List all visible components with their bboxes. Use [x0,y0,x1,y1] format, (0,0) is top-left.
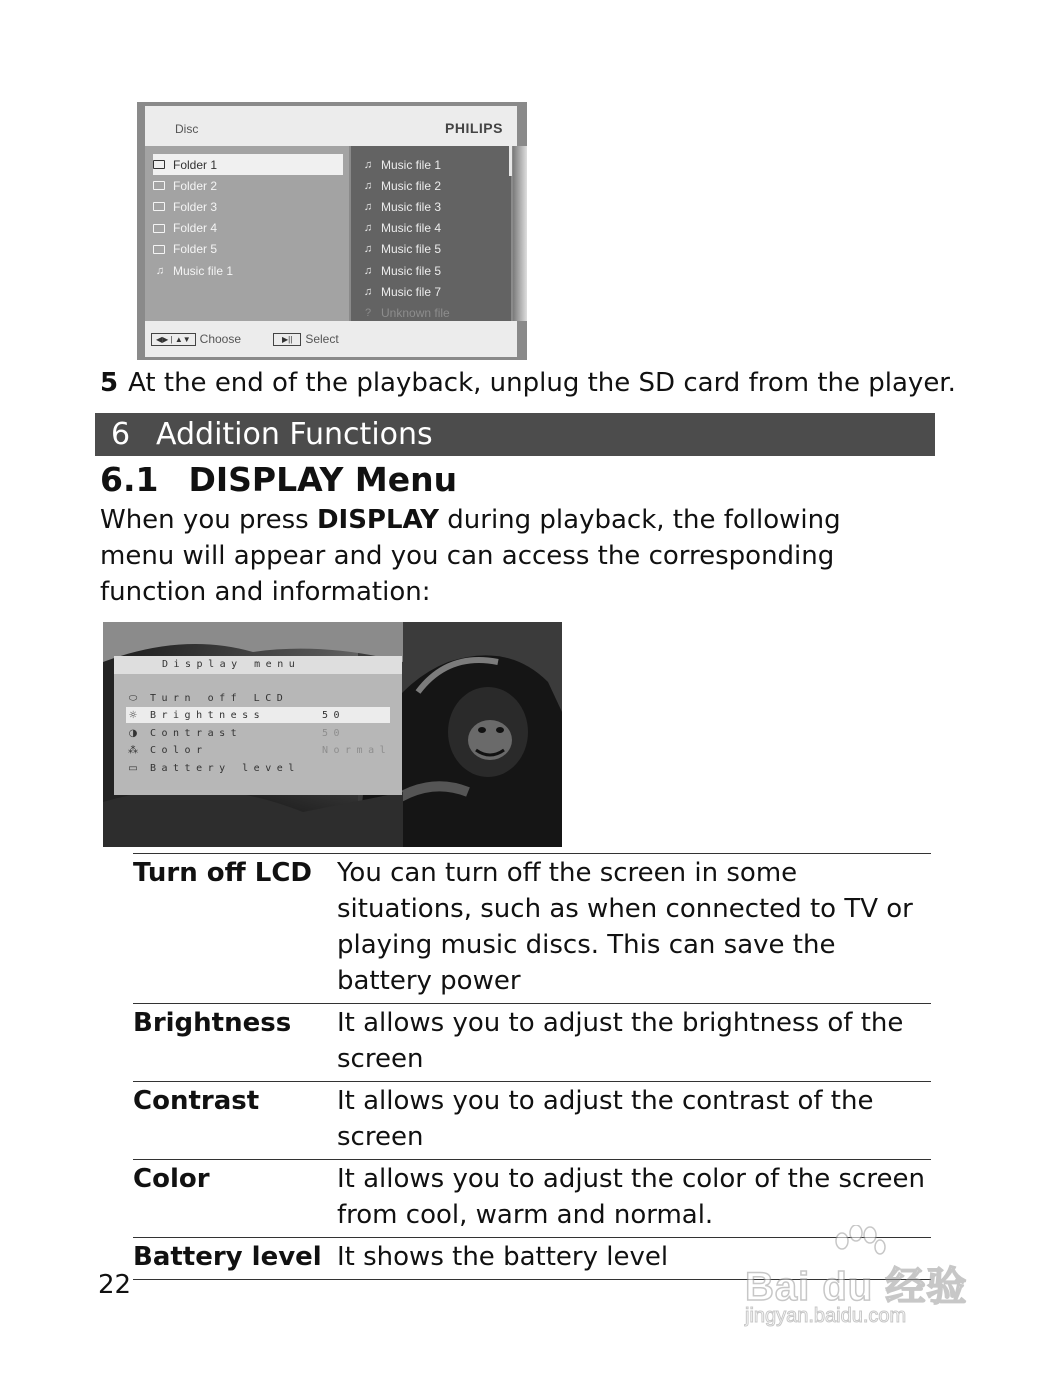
music-note-icon: ♫ [363,243,373,256]
function-table-row [133,853,931,1003]
baidu-jingyan-watermark [740,1225,990,1345]
folder-icon [153,245,165,254]
navigate-keys-icon: ◀▶ | ▲▼ [151,333,196,346]
file-list-item[interactable] [361,239,507,260]
folder-list-item[interactable] [153,154,343,175]
folder-list-item[interactable] [153,239,343,260]
file-list-item[interactable] [361,196,507,217]
play-pause-key-icon: ▶|| [273,333,301,346]
intro-text-end: during playback, the following menu will appear and you can access the corresponding function and information: [100,505,841,607]
music-note-icon: ♫ [363,200,373,213]
choose-label: Choose [199,332,242,346]
music-note-icon: ♫ [155,264,165,277]
lcd-icon: ⬭ [128,692,138,704]
function-description: It allows you to adjust the color of the screen from cool, warm and normal. [337,1164,925,1230]
function-term: Brightness [133,1008,292,1038]
page-number: 22 [98,1270,132,1300]
step-5 [100,368,956,398]
color-icon: ⁂ [128,744,138,756]
disc-title: Disc [175,122,199,136]
folder-list-item-label: Folder 4 [173,221,218,236]
subsection-number: 6.1 [100,460,159,499]
display-menu-item[interactable] [126,760,390,776]
folder-list-item-label: Folder 3 [173,199,218,214]
file-list-item-label: Music file 5 [381,263,442,278]
section-heading-bar [95,413,935,456]
choose-hint [151,332,241,346]
display-menu-item-label: Battery level [150,762,300,774]
folder-list-item[interactable] [153,218,343,239]
folder-list-item[interactable] [153,196,343,217]
display-menu-item-label: Turn off LCD [150,692,289,704]
file-list-scrollbar[interactable] [509,146,512,176]
function-term: Battery level [133,1242,322,1272]
file-list-item[interactable] [361,175,507,196]
function-table-row [133,1003,931,1081]
music-note-icon: ♫ [363,264,373,277]
contrast-icon: ◑ [128,727,138,739]
disc-browser-screenshot [137,102,527,360]
disc-header [145,106,517,146]
step-text: At the end of the playback, unplug the SD card from the player. [128,368,956,398]
folder-list-item-label: Folder 2 [173,178,218,193]
display-menu-item-value: 50 [322,709,346,721]
unknown-file-icon: ? [364,306,372,319]
folder-icon [153,181,165,190]
intro-paragraph [100,502,920,610]
file-list-item-label: Music file 1 [381,157,442,172]
subsection-heading [100,460,457,499]
function-table [133,853,931,1280]
function-description: It allows you to adjust the brightness of the screen [337,1008,904,1074]
section-number: 6 [111,417,131,452]
pane-edge [513,146,527,321]
file-list-item[interactable] [361,218,507,239]
display-menu-item[interactable] [126,725,390,741]
music-note-icon: ♫ [363,158,373,171]
brightness-icon: ☼ [128,709,138,721]
function-term: Color [133,1164,210,1194]
folder-list-item[interactable] [153,260,343,281]
folder-list-item[interactable] [153,175,343,196]
folder-icon [153,160,165,169]
select-label: Select [305,332,339,346]
music-note-icon: ♫ [363,285,373,298]
select-hint [273,332,339,346]
function-table-row [133,1081,931,1159]
file-pane [351,146,511,321]
display-menu-item[interactable] [126,690,390,706]
file-list-item-label: Unknown file [381,305,450,320]
display-menu-title-bar [114,656,402,674]
display-menu-item-value: 50 [322,727,346,739]
function-term: Turn off LCD [133,858,312,888]
display-menu-item-label: Color [150,744,208,756]
watermark-site: jingyan.baidu.com [745,1305,907,1327]
subsection-title: DISPLAY Menu [188,460,458,499]
folder-list-item-label: Folder 5 [173,242,218,257]
section-title: Addition Functions [156,417,433,452]
battery-icon: ▭ [128,762,138,774]
display-menu-item-value: Normal [322,744,392,756]
music-note-icon: ♫ [363,179,373,192]
display-menu-panel [114,656,402,795]
file-list-item[interactable] [361,281,507,302]
music-note-icon: ♫ [363,222,373,235]
file-list-item[interactable] [361,154,507,175]
folder-pane [145,146,349,321]
disc-footer [145,321,517,357]
display-menu-item[interactable] [126,742,390,758]
display-menu-title: Display menu [162,659,301,670]
display-menu-screenshot [103,622,562,847]
folder-list-item-label: Music file 1 [173,263,234,278]
file-list-item[interactable] [361,260,507,281]
function-description: It shows the battery level [337,1242,669,1272]
function-description: You can turn off the screen in some situations, such as when connected to TV or playing music discs. This can save the battery power [337,858,913,996]
intro-text-start: When you press [100,505,317,535]
display-menu-item-label: Contrast [150,727,243,739]
folder-list-item-label: Folder 1 [173,157,218,172]
function-description: It allows you to adjust the contrast of the screen [337,1086,874,1152]
watermark-brand: Bai du 经验 [745,1265,968,1309]
philips-logo: PHILIPS [445,120,503,136]
display-keyword: DISPLAY [316,505,440,535]
folder-icon [153,224,165,233]
display-menu-item-label: Brightness [150,709,266,721]
file-list-item-label: Music file 2 [381,178,442,193]
step-number: 5 [100,368,119,398]
file-list-item-label: Music file 3 [381,199,442,214]
file-list-item-label: Music file 5 [381,242,442,257]
display-menu-item[interactable] [126,707,390,723]
file-list-item-label: Music file 4 [381,221,442,236]
folder-icon [153,202,165,211]
function-term: Contrast [133,1086,260,1116]
file-list-item-label: Music file 7 [381,284,442,299]
